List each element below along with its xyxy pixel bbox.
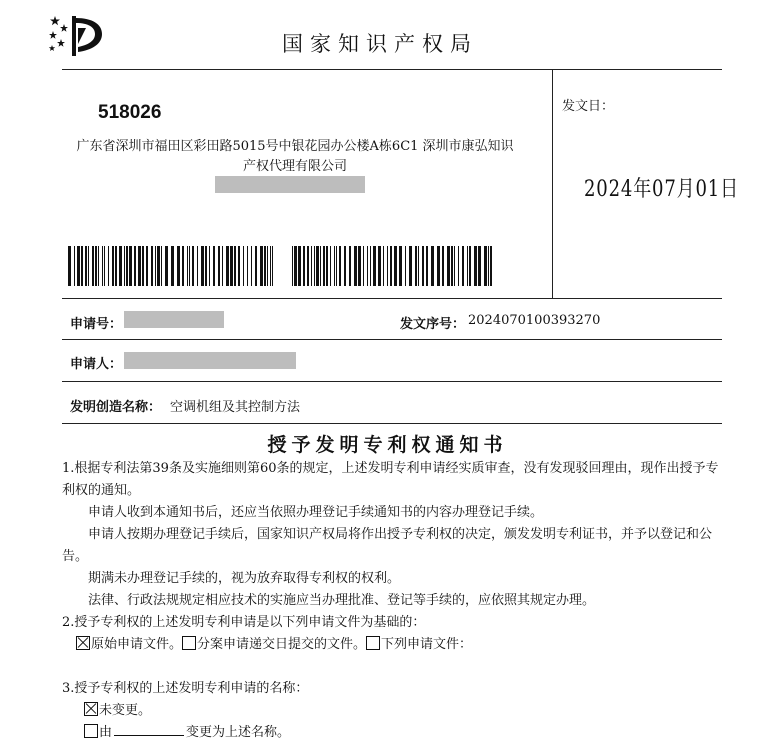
changed-checkbox[interactable] [84, 724, 98, 738]
following-docs-label: 下列申请文件： [381, 637, 473, 652]
title-unchanged-option [62, 700, 724, 722]
office-name: 国家知识产权局 [282, 32, 478, 56]
unchanged-checkbox[interactable] [84, 702, 98, 716]
unchanged-label: 未变更。 [99, 703, 152, 718]
address-date-divider [552, 69, 553, 299]
redacted-application-no [124, 311, 224, 328]
paragraph-5: 法律、行政法规规定相应技术的实施应当办理批准、登记等手续的，应依照其规定办理。 [88, 593, 596, 608]
cnipa-logo-icon [48, 14, 110, 58]
changed-from-blank[interactable] [114, 735, 184, 736]
changed-suffix: 变更为上述名称。 [186, 725, 291, 740]
barcode-right [292, 246, 496, 286]
notice-body [62, 458, 724, 744]
fields-bottom-divider [62, 423, 722, 424]
paragraph-2: 申请人收到本通知书后，还应当依照办理登记手续通知书的内容办理登记手续。 [88, 505, 544, 520]
notice-title: 授予发明专利权通知书 [267, 434, 508, 456]
application-no-label: 申请号： [70, 317, 123, 332]
applicant-label: 申请人： [70, 357, 123, 372]
header-divider [62, 69, 722, 70]
paragraph-3: 申请人按期办理登记手续后，国家知识产权局将作出授予专利权的决定，颁发发明专利证书，并予以登记和公告。 [62, 527, 713, 564]
basis-options [62, 634, 724, 656]
fields-divider-2 [62, 381, 722, 382]
redacted-applicant [124, 352, 296, 369]
issue-date-label: 发文日： [562, 99, 615, 114]
issue-date-value: 2024年07月01日 [584, 177, 739, 202]
fields-divider-1 [62, 339, 722, 340]
redacted-recipient-name [215, 176, 365, 193]
changed-prefix: 由 [99, 725, 113, 740]
paragraph-6: 2.授予专利权的上述发明专利申请是以下列申请文件为基础的： [62, 615, 426, 630]
paragraph-4: 期满未办理登记手续的，视为放弃取得专利权的权利。 [88, 571, 401, 586]
serial-no-label: 发文序号： [400, 317, 466, 332]
spacer [62, 656, 724, 678]
invention-title-value: 空调机组及其控制方法 [170, 400, 301, 415]
recipient-address: 广东省深圳市福田区彩田路5015号中银花园办公楼A栋6C1 深圳市康弘知识产权代理有限公司 [76, 139, 514, 174]
barcode-left [68, 246, 276, 286]
fields-top-divider [62, 298, 722, 299]
original-docs-checkbox[interactable] [76, 636, 90, 650]
paragraph-1: 1.根据专利法第39条及实施细则第60条的规定，上述发明专利申请经实质审查，没有发现驳回理由，现作出授予专利权的通知。 [62, 461, 719, 498]
invention-title-label: 发明创造名称： [70, 400, 162, 415]
divisional-docs-checkbox[interactable] [182, 636, 196, 650]
paragraph-7: 3.授予专利权的上述发明专利申请的名称： [62, 681, 309, 696]
title-changed-option [62, 722, 724, 744]
serial-no-value: 2024070100393270 [468, 313, 601, 328]
postal-code: 518026 [98, 102, 162, 123]
following-docs-checkbox[interactable] [366, 636, 380, 650]
divisional-docs-label: 分案申请递交日提交的文件。 [197, 637, 367, 652]
original-docs-label: 原始申请文件。 [91, 637, 183, 652]
